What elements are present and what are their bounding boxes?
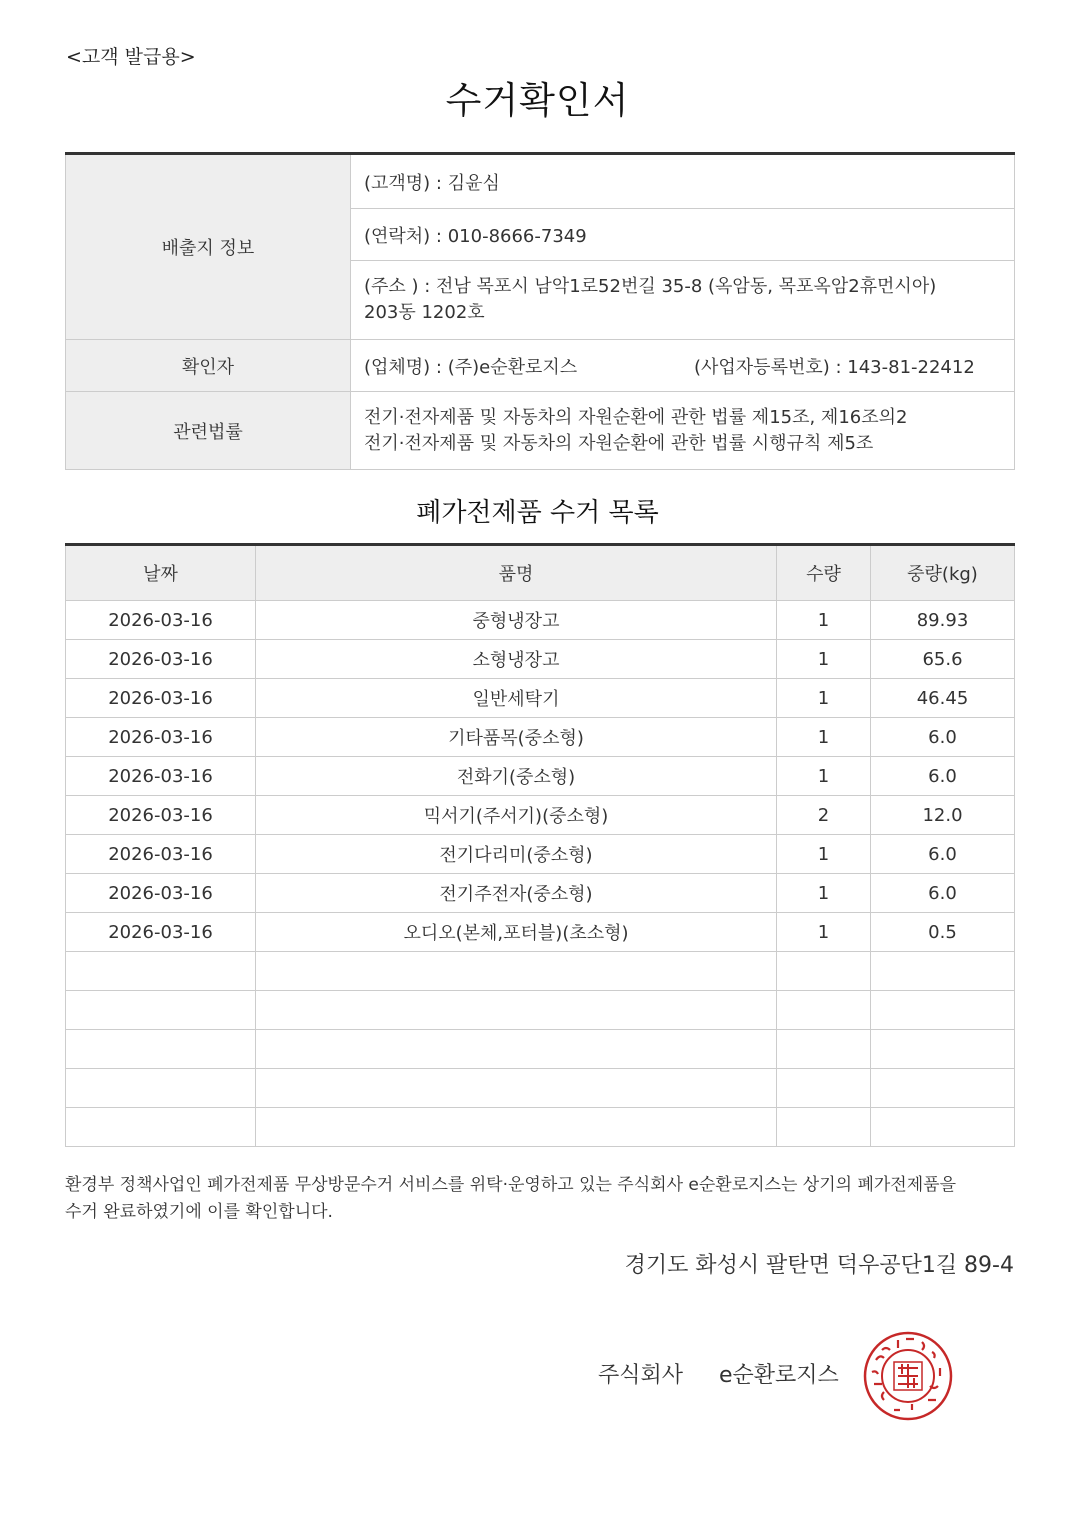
empty-cell [777, 1069, 871, 1108]
customer-name: (고객명) : 김윤심 [351, 154, 1015, 209]
empty-cell [66, 991, 256, 1030]
table-row [66, 913, 1015, 952]
cell-name: 오디오(본체,포터블)(초소형) [256, 913, 777, 952]
address-line-1: (주소 ) : 전남 목포시 남악1로52번길 35-8 (옥암동, 목포옥암2휴먼시아) [364, 276, 937, 297]
law-info [351, 392, 1015, 470]
list-title: 폐가전제품 수거 목록 [416, 498, 659, 528]
empty-cell [777, 1108, 871, 1147]
cell-name: 기타품목(중소형) [256, 718, 777, 757]
customer-address [351, 261, 1015, 340]
customer-contact: (연락처) : 010-8666-7349 [351, 209, 1015, 261]
cell-date: 2026-03-16 [66, 874, 256, 913]
cell-name: 전기다리미(중소형) [256, 835, 777, 874]
table-row [66, 796, 1015, 835]
cell-weight: 6.0 [871, 757, 1015, 796]
law-label: 관련법률 [66, 392, 351, 470]
empty-cell [66, 1108, 256, 1147]
cell-qty: 1 [777, 913, 871, 952]
cell-qty: 1 [777, 640, 871, 679]
cell-qty: 1 [777, 601, 871, 640]
company-name: e순환로지스 [719, 1363, 839, 1388]
empty-cell [256, 1108, 777, 1147]
cell-weight: 6.0 [871, 874, 1015, 913]
empty-cell [66, 952, 256, 991]
company-field: (업체명) : (주)e순환로지스 [364, 356, 578, 378]
item-table [65, 543, 1015, 1147]
table-row [66, 874, 1015, 913]
company-address: 경기도 화성시 팔탄면 덕우공단1길 89-4 [624, 1253, 1014, 1278]
notice-line-2: 수거 완료하였기에 이를 확인합니다. [65, 1202, 333, 1222]
table-row [66, 757, 1015, 796]
column-header-date: 날짜 [66, 545, 256, 601]
confirmation-notice [65, 1172, 1025, 1226]
cell-name: 믹서기(주서기)(중소형) [256, 796, 777, 835]
company-seal-icon [862, 1330, 954, 1422]
notice-line-1: 환경부 정책사업인 폐가전제품 무상방문수거 서비스를 위탁·운영하고 있는 주식회사 e순환로지스는 상기의 폐가전제품을 [65, 1175, 956, 1195]
cell-weight: 89.93 [871, 601, 1015, 640]
verifier-label: 확인자 [66, 340, 351, 392]
cell-weight: 65.6 [871, 640, 1015, 679]
empty-cell [777, 952, 871, 991]
empty-cell [871, 1069, 1015, 1108]
empty-cell [777, 991, 871, 1030]
empty-cell [66, 1069, 256, 1108]
cell-weight: 6.0 [871, 835, 1015, 874]
table-row [66, 835, 1015, 874]
empty-table-row [66, 1069, 1015, 1108]
cell-date: 2026-03-16 [66, 835, 256, 874]
column-header-name: 품명 [256, 545, 777, 601]
cell-date: 2026-03-16 [66, 718, 256, 757]
table-row [66, 601, 1015, 640]
cell-qty: 1 [777, 679, 871, 718]
empty-cell [871, 991, 1015, 1030]
empty-cell [871, 1030, 1015, 1069]
cell-date: 2026-03-16 [66, 796, 256, 835]
table-row [66, 679, 1015, 718]
emission-info-label: 배출지 정보 [66, 154, 351, 340]
table-row [66, 640, 1015, 679]
empty-cell [256, 1030, 777, 1069]
empty-cell [256, 991, 777, 1030]
cell-weight: 12.0 [871, 796, 1015, 835]
empty-cell [256, 952, 777, 991]
cell-qty: 1 [777, 835, 871, 874]
empty-table-row [66, 1108, 1015, 1147]
column-header-weight: 중량(kg) [871, 545, 1015, 601]
cell-name: 중형냉장고 [256, 601, 777, 640]
cell-weight: 0.5 [871, 913, 1015, 952]
cell-weight: 46.45 [871, 679, 1015, 718]
copy-label: <고객 발급용> [66, 46, 196, 68]
empty-cell [256, 1069, 777, 1108]
cell-weight: 6.0 [871, 718, 1015, 757]
cell-qty: 1 [777, 874, 871, 913]
document-title: 수거확인서 [445, 79, 630, 122]
cell-date: 2026-03-16 [66, 640, 256, 679]
cell-qty: 2 [777, 796, 871, 835]
address-line-2: 203동 1202호 [364, 302, 485, 323]
empty-cell [66, 1030, 256, 1069]
empty-table-row [66, 991, 1015, 1030]
info-table [65, 152, 1015, 470]
company-signature [598, 1358, 839, 1389]
verifier-info [351, 340, 1015, 392]
cell-qty: 1 [777, 757, 871, 796]
business-number-field: (사업자등록번호) : 143-81-22412 [694, 356, 975, 378]
empty-table-row [66, 1030, 1015, 1069]
empty-cell [871, 1108, 1015, 1147]
empty-table-row [66, 952, 1015, 991]
cell-name: 소형냉장고 [256, 640, 777, 679]
empty-cell [871, 952, 1015, 991]
law-line-2: 전기·전자제품 및 자동차의 자원순환에 관한 법률 시행규칙 제5조 [364, 432, 874, 454]
table-row [66, 718, 1015, 757]
law-line-1: 전기·전자제품 및 자동차의 자원순환에 관한 법률 제15조, 제16조의2 [364, 406, 908, 428]
cell-name: 전기주전자(중소형) [256, 874, 777, 913]
column-header-qty: 수량 [777, 545, 871, 601]
company-prefix: 주식회사 [598, 1363, 684, 1388]
empty-cell [777, 1030, 871, 1069]
cell-date: 2026-03-16 [66, 913, 256, 952]
cell-name: 전화기(중소형) [256, 757, 777, 796]
cell-date: 2026-03-16 [66, 601, 256, 640]
cell-name: 일반세탁기 [256, 679, 777, 718]
cell-qty: 1 [777, 718, 871, 757]
cell-date: 2026-03-16 [66, 679, 256, 718]
cell-date: 2026-03-16 [66, 757, 256, 796]
